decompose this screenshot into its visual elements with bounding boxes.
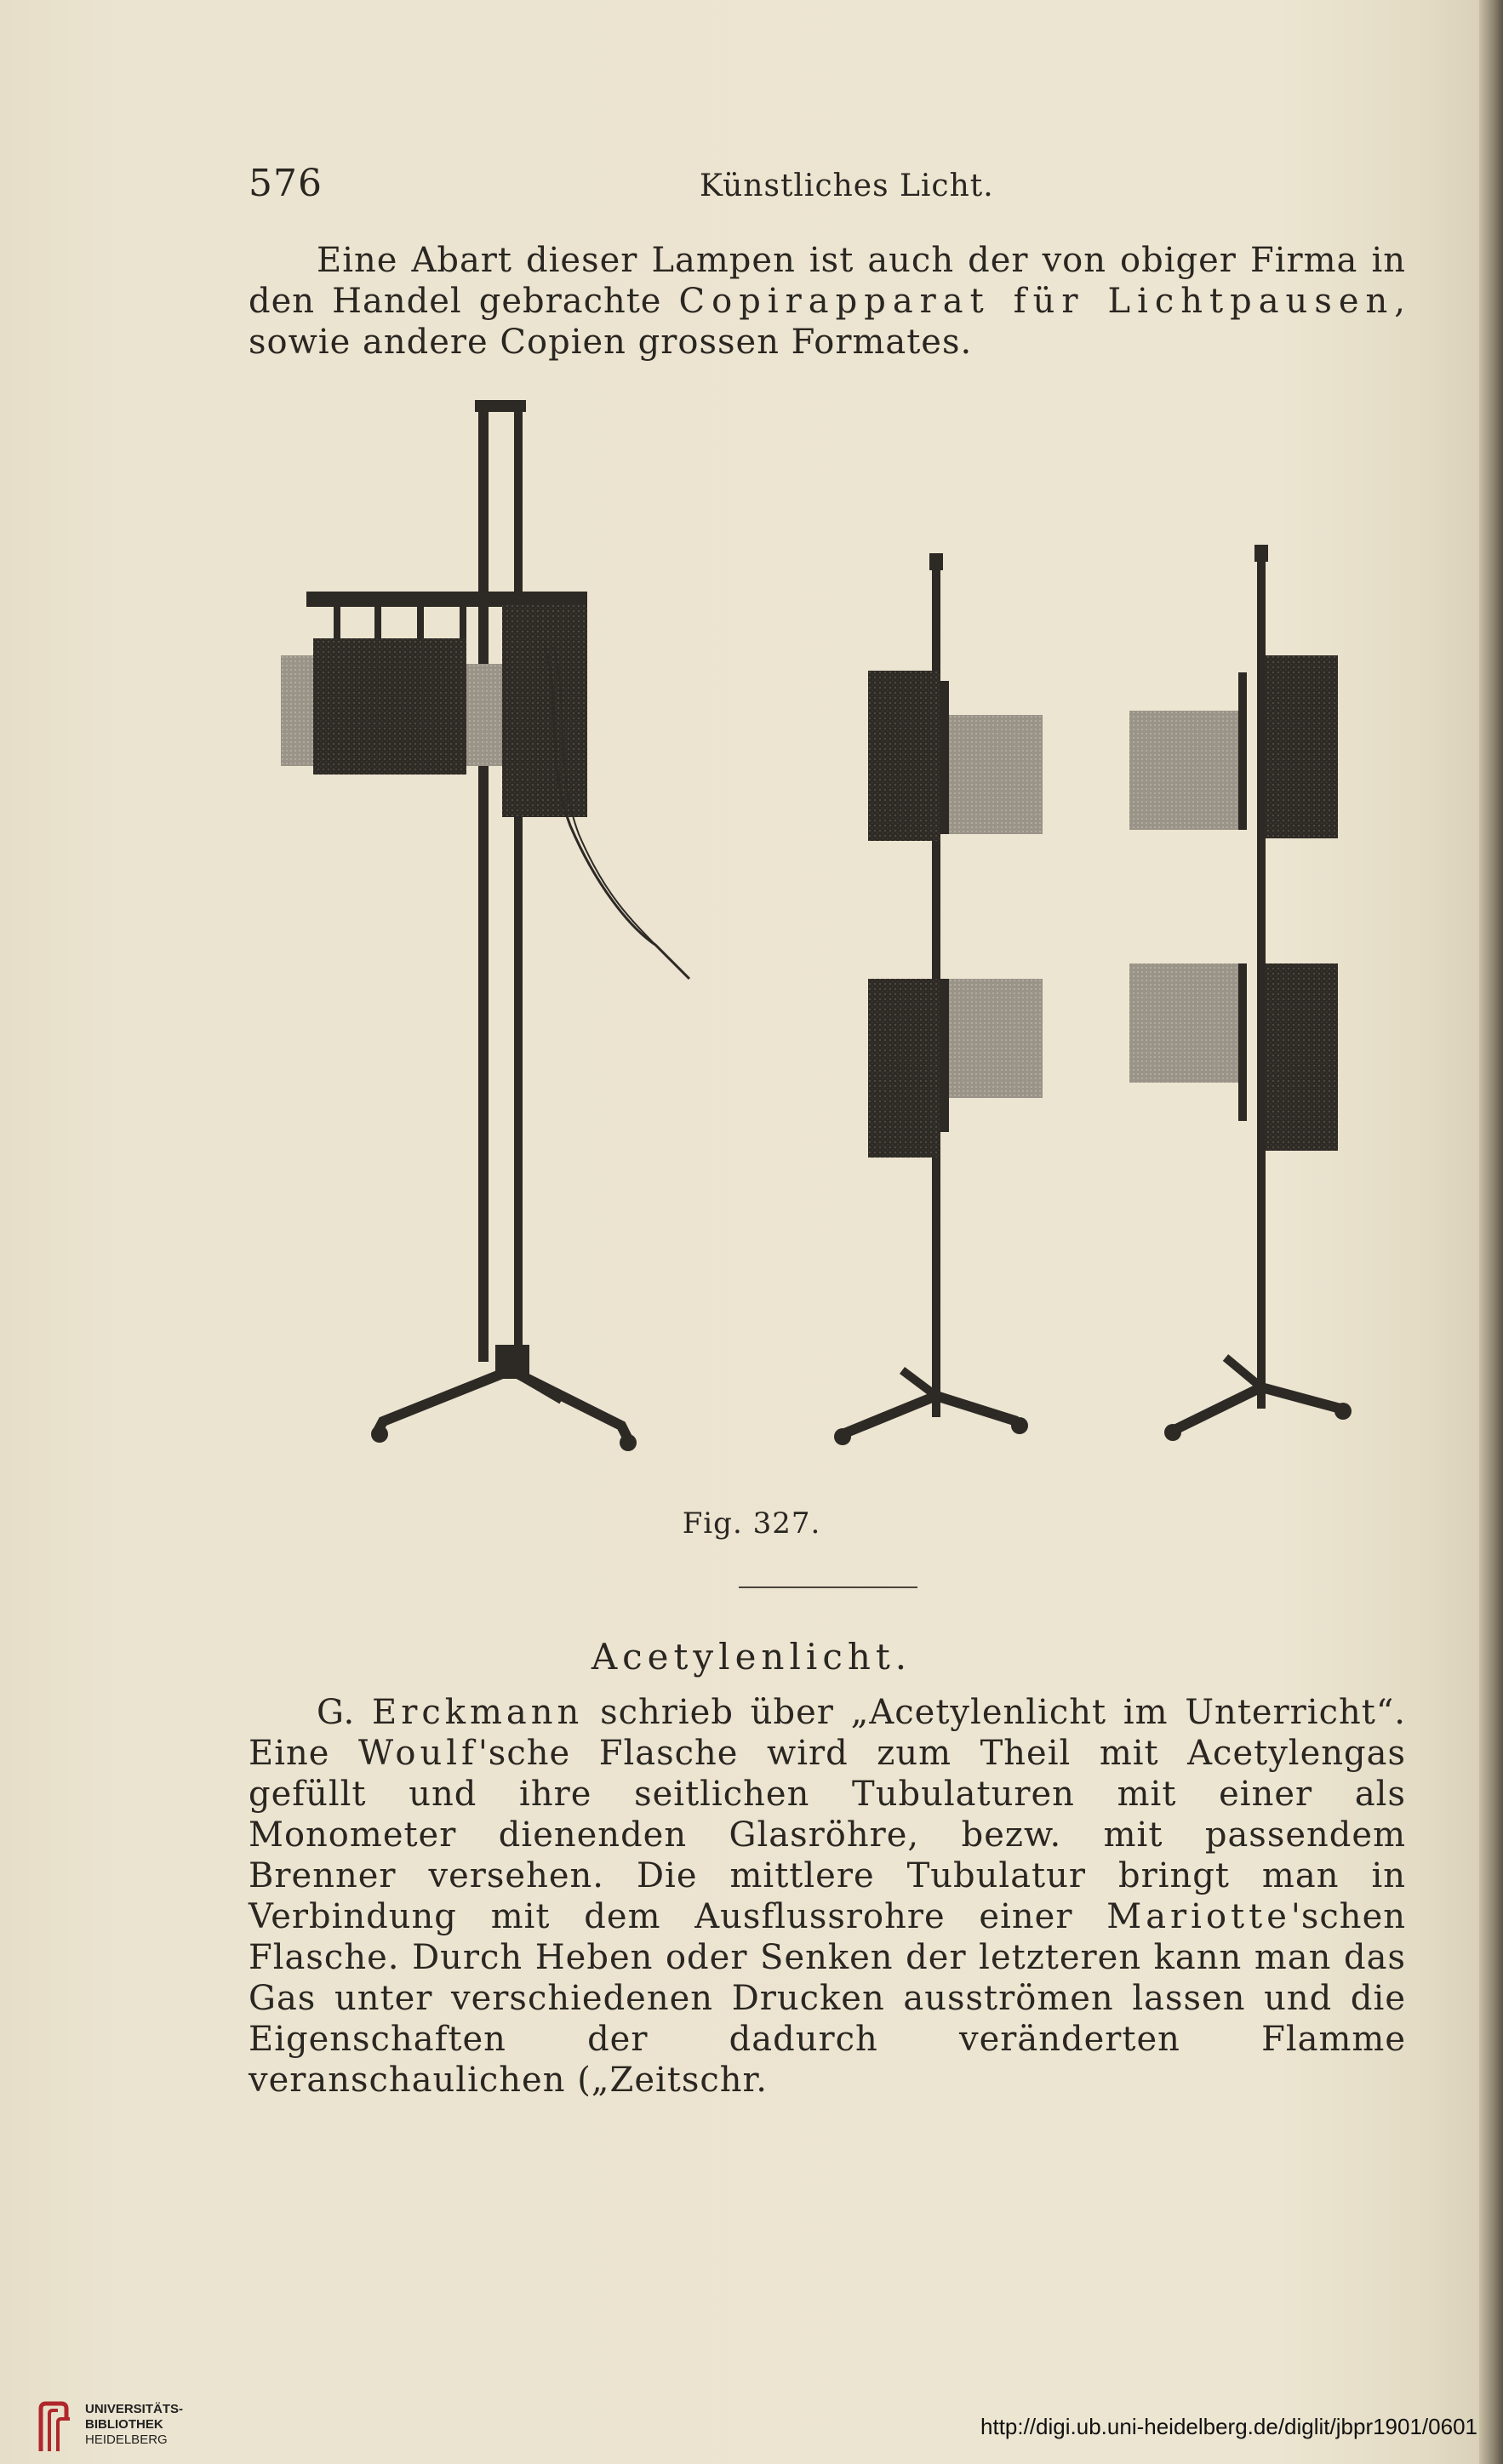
figure-327-illustration xyxy=(255,400,1379,1498)
person-name-mariotte: Mariotte xyxy=(1106,1897,1291,1936)
intro-text-1: Eine Abart dieser Lampen ist auch der von obiger Firma in den Handel gebrachte xyxy=(249,241,1406,321)
source-url-link[interactable]: http://digi.ub.uni-heidelberg.de/diglit/jbpr1901/0601 xyxy=(980,2414,1477,2439)
body-text-2: schrieb über „Acetylenlicht im Unterricht“. Eine xyxy=(249,1693,1406,1773)
double-lamp-stand-right xyxy=(1129,545,1352,1441)
copying-apparatus-lamp xyxy=(281,400,689,1451)
page-header xyxy=(249,162,1406,213)
library-seal-icon xyxy=(34,2400,77,2455)
figure-caption: Fig. 327. xyxy=(682,1506,821,1541)
intro-paragraph xyxy=(249,240,1406,363)
library-logo[interactable] xyxy=(34,2400,255,2460)
body-paragraph xyxy=(249,1692,1406,2101)
body-text-3: 'sche Flasche wird zum Theil mit Acetylengas gefüllt und ihre seitlichen Tubulaturen mit einer als Monometer dienenden Glasröhre, bezw. mit passendem Brenner versehen. Die mittlere Tubulatur bringt man in Verbindung mit dem Ausflussrohre einer xyxy=(249,1734,1407,1936)
person-name-woulf: Woulf xyxy=(357,1734,478,1773)
page-number: 576 xyxy=(249,162,323,205)
section-title: Acetylenlicht. xyxy=(591,1636,912,1678)
author-name: Erckmann xyxy=(372,1693,584,1732)
logo-line-3: HEIDELBERG xyxy=(85,2433,168,2447)
intro-emphasis: Copirapparat für Lichtpausen xyxy=(678,282,1395,321)
section-divider xyxy=(739,1586,917,1588)
double-lamp-stand-left xyxy=(834,553,1043,1445)
intro-text-2: , sowie andere Copien grossen Formates. xyxy=(249,282,1406,362)
body-text-4: 'schen Flasche. Durch Heben oder Senken der letzteren kann man das Gas unter verschiedenen Drucken ausströmen lassen und die Eigenschaften der dadurch veränderten Flamme veranschaulichen („Zeitschr. xyxy=(249,1897,1406,2100)
logo-line-1: UNIVERSITÄTS- xyxy=(85,2402,184,2416)
page-edge-shadow xyxy=(1479,0,1503,2464)
library-logo-text xyxy=(85,2402,183,2448)
logo-line-2: BIBLIOTHEK xyxy=(85,2417,163,2432)
body-text-1: G. xyxy=(317,1693,373,1732)
running-head: Künstliches Licht. xyxy=(700,169,994,203)
